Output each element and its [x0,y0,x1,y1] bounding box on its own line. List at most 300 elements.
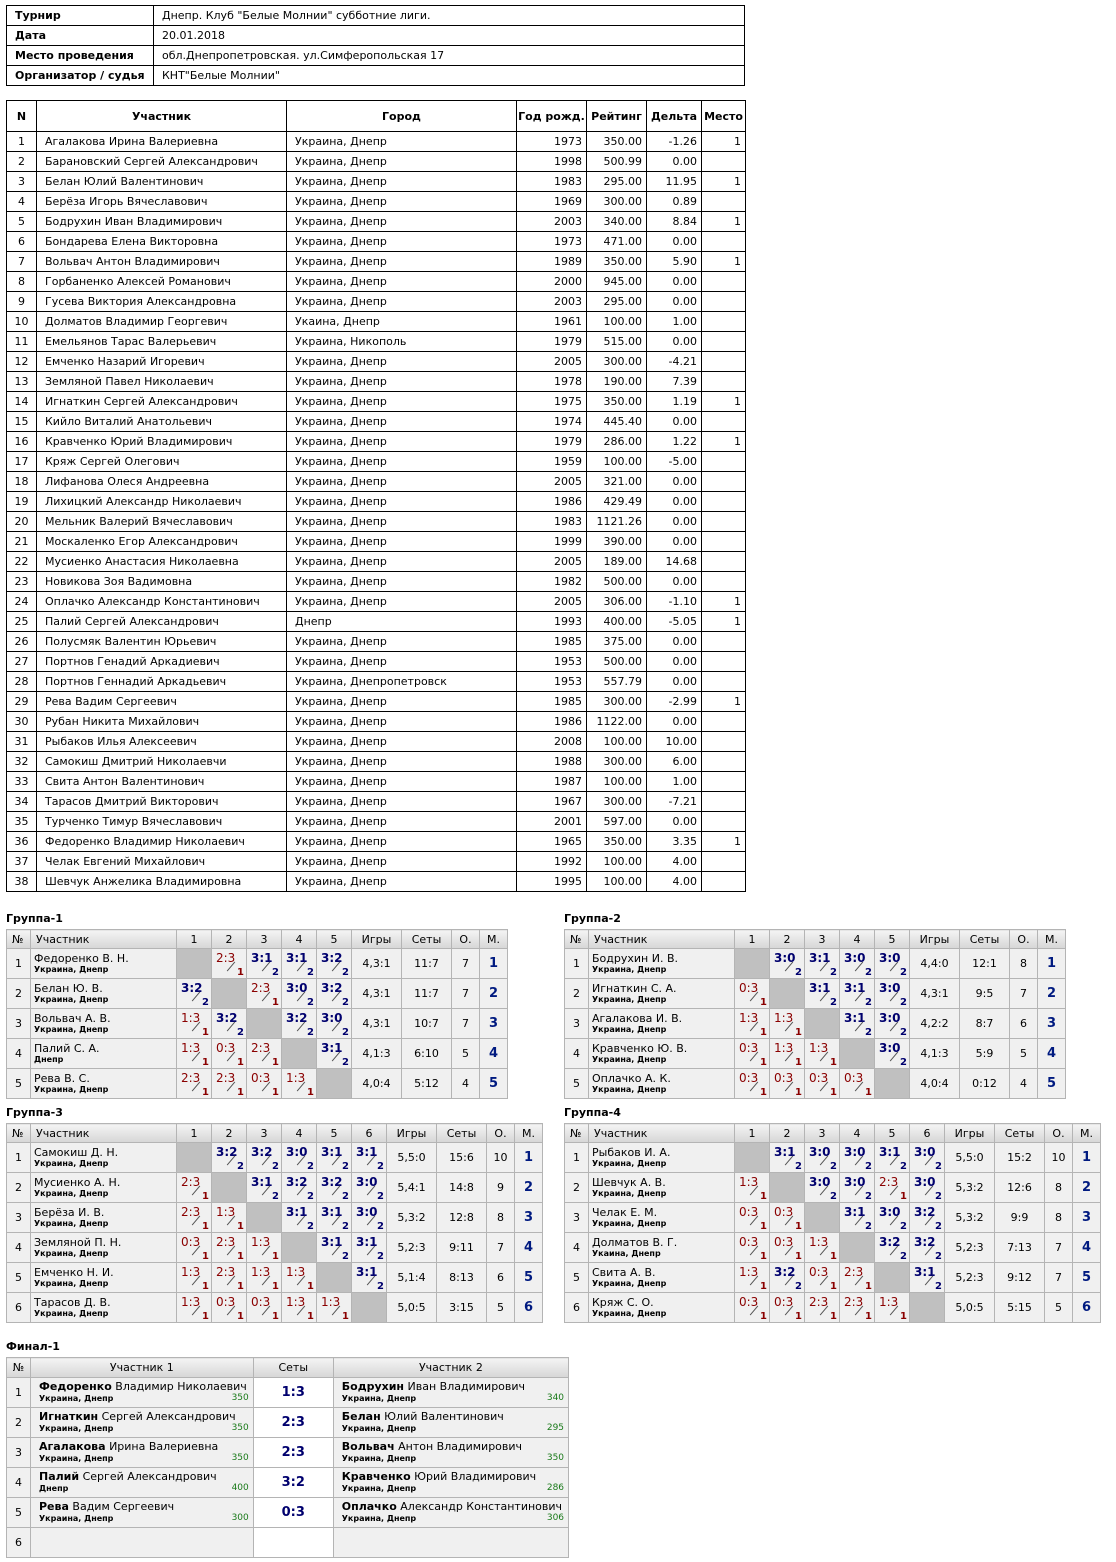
place: 6 [1073,1293,1101,1323]
player-full-name [39,1380,247,1393]
participant-name: Долматов Владимир Георгевич [37,312,287,332]
participant-name: Барановский Сергей Александрович [37,152,287,172]
table-row [7,412,746,432]
birth-year: 2008 [517,732,587,752]
sets: 5:9 [960,1039,1010,1069]
column-header: 1 [177,930,212,949]
participant-number: 17 [7,452,37,472]
participant-name: Оплачко Александр Константинович [37,592,287,612]
rating-delta: 0.00 [647,412,702,432]
match-score: 2:3 [251,981,271,995]
player-cell [31,1039,177,1069]
diagonal-cell [875,1263,910,1293]
match-result [247,1173,282,1203]
participant-name: Рубан Никита Михайлович [37,712,287,732]
match-score: 2:3 [181,1205,201,1219]
match-result [177,1173,212,1203]
group-row [7,949,508,979]
birth-year: 1987 [517,772,587,792]
player-city: Украина, Днепр [39,1513,114,1523]
participant-name: Мусиенко Анастасия Николаевна [37,552,287,572]
match-points: 2 [795,1161,802,1172]
rating-delta: -4.21 [647,352,702,372]
match-score: 0:3 [739,1205,759,1219]
row-number: 2 [7,979,31,1009]
participant-city: Украина, Никополь [287,332,517,352]
table-row [7,772,746,792]
final-score: 2:3 [281,1445,305,1460]
rating: 189.00 [587,552,647,572]
match-points: 1 [760,1057,767,1068]
match-points: 2 [272,1161,279,1172]
column-header: Участник [31,1124,177,1143]
column-header: М. [1073,1124,1101,1143]
match-result [770,949,805,979]
rating: 400.00 [587,612,647,632]
player-name: Палий С. А. [34,1041,100,1055]
player-rating: 350 [231,1423,249,1433]
match-score: 1:3 [251,1265,271,1279]
match-result [840,979,875,1009]
group-2-table [564,929,1066,1099]
match-points: 2 [900,1161,907,1172]
rating: 100.00 [587,772,647,792]
player-cell [589,949,735,979]
match-result [317,1009,352,1039]
sets: 0:12 [960,1069,1010,1099]
final-sets [253,1438,333,1468]
match-points: 2 [307,1027,314,1038]
group-header-row [565,930,1066,949]
place: 6 [515,1293,543,1323]
player-city: Укаина, Днепр [592,1248,661,1258]
birth-year: 1953 [517,652,587,672]
match-points: 1 [760,1027,767,1038]
rating: 286.00 [587,432,647,452]
participant-city: Днепр [287,612,517,632]
row-number: 5 [565,1263,589,1293]
player-city: Украина, Днепр [34,1218,109,1228]
match-score: 3:1 [356,1235,378,1249]
player-name: Игнаткин С. А. [592,981,677,995]
rating-delta: 0.00 [647,472,702,492]
participant-city: Украина, Днепр [287,552,517,572]
column-header: Дельта [647,101,702,132]
column-header: О. [452,930,480,949]
points: 8 [487,1203,515,1233]
table-row [7,312,746,332]
rating-delta: 0.00 [647,232,702,252]
place: 1 [702,392,746,412]
match-score: 3:1 [809,981,831,995]
match-points: 2 [377,1221,384,1232]
match-points: 2 [830,1161,837,1172]
match-points: 1 [760,997,767,1008]
birth-year: 1985 [517,692,587,712]
rating: 597.00 [587,812,647,832]
player-full-name [342,1500,562,1513]
player-city: Украина, Днепр [34,1278,109,1288]
column-header: М. [480,930,508,949]
group-row [7,1203,543,1233]
player-name: Федоренко В. Н. [34,951,129,965]
table-row [7,252,746,272]
rating: 445.40 [587,412,647,432]
participant-city: Украина, Днепр [287,512,517,532]
participant-number: 18 [7,472,37,492]
match-points: 2 [307,967,314,978]
player-first-names: Ирина Валериевна [105,1439,219,1453]
table-row [7,532,746,552]
place [702,272,746,292]
rating-delta: 0.00 [647,672,702,692]
match-points: 1 [760,1311,767,1322]
participant-city: Украина, Днепр [287,772,517,792]
table-row [7,692,746,712]
participant-name: Бондарева Елена Викторовна [37,232,287,252]
match-points: 1 [760,1221,767,1232]
match-result [282,1009,317,1039]
match-result [840,1203,875,1233]
match-points: 2 [342,997,349,1008]
participant-city: Украина, Днепр [287,272,517,292]
table-row [7,812,746,832]
points: 4 [452,1069,480,1099]
match-score: 0:3 [774,1205,794,1219]
participant-city: Украина, Днепр [287,872,517,892]
place: 5 [1038,1069,1066,1099]
place: 1 [702,432,746,452]
player-rating: 350 [546,1453,565,1463]
match-points: 1 [202,1087,209,1098]
match-points: 2 [202,997,209,1008]
final-sets [253,1378,333,1408]
match-result [177,979,212,1009]
participant-city: Украина, Днепр [287,192,517,212]
match-result [317,1143,352,1173]
match-score: 1:3 [286,1265,306,1279]
match-points: 2 [865,967,872,978]
column-header: Год рожд. [517,101,587,132]
match-result [770,1293,805,1323]
place [702,312,746,332]
column-header: О. [487,1124,515,1143]
player-first-names: Александр Константинович [396,1499,563,1513]
player-name: Рыбаков И. А. [592,1145,671,1159]
match-result [875,949,910,979]
birth-year: 1967 [517,792,587,812]
rating: 100.00 [587,452,647,472]
diagonal-cell [910,1293,945,1323]
match-points: 1 [760,1087,767,1098]
final-player [31,1408,254,1438]
row-number: 1 [565,1143,589,1173]
column-header: 4 [840,930,875,949]
sets: 14:8 [437,1173,487,1203]
match-points: 1 [237,1221,244,1232]
participant-name: Федоренко Владимир Николаевич [37,832,287,852]
match-points: 2 [900,1221,907,1232]
column-header: 5 [317,1124,352,1143]
match-score: 3:2 [914,1235,936,1249]
match-points: 1 [202,1027,209,1038]
match-score: 3:2 [879,1235,901,1249]
match-points: 2 [935,1191,942,1202]
rating-delta: 1.00 [647,772,702,792]
diagonal-cell [317,1069,352,1099]
final-player [31,1378,254,1408]
match-points: 2 [342,1027,349,1038]
match-score: 0:3 [216,1295,236,1309]
match-result [282,949,317,979]
player-last-name: Кравченко [341,1469,411,1483]
points: 7 [1010,979,1038,1009]
match-result [805,1039,840,1069]
column-header: 1 [177,1124,212,1143]
match-result [177,1203,212,1233]
row-number: 1 [7,949,31,979]
match-result [212,1263,247,1293]
player-name: Оплачко А. К. [592,1071,671,1085]
sets: 3:15 [437,1293,487,1323]
match-result [735,1069,770,1099]
group-2-title: Группа-2 [564,912,621,925]
place [702,492,746,512]
player-city: Днепр [34,1054,64,1064]
column-header: 4 [282,930,317,949]
games: 4,0:4 [352,1069,402,1099]
participant-number: 1 [7,132,37,152]
match-score: 3:2 [774,1265,796,1279]
match-result [735,979,770,1009]
diagonal-cell [805,1009,840,1039]
column-header: Сеты [253,1358,333,1378]
player-cell [31,1263,177,1293]
group-row [565,1263,1101,1293]
birth-year: 2005 [517,352,587,372]
player-last-name: Белан [341,1409,381,1423]
match-score: 1:3 [774,1011,794,1025]
match-score: 2:3 [879,1175,899,1189]
info-label: Турнир [7,6,154,26]
match-points: 2 [377,1281,384,1292]
match-result [212,1039,247,1069]
info-label: Место проведения [7,46,154,66]
player-name: Берёза И. В. [34,1205,105,1219]
rating: 321.00 [587,472,647,492]
rating-delta: 4.00 [647,872,702,892]
group-row [565,1039,1066,1069]
place [702,532,746,552]
player-last-name: Бодрухин [341,1379,405,1393]
group-row [7,1293,543,1323]
participant-number: 29 [7,692,37,712]
match-result [875,1203,910,1233]
place [702,752,746,772]
rating: 190.00 [587,372,647,392]
participant-name: Белан Юлий Валентинович [37,172,287,192]
participant-city: Украина, Днепр [287,492,517,512]
column-header: 3 [247,1124,282,1143]
birth-year: 1988 [517,752,587,772]
match-points: 2 [377,1191,384,1202]
match-result [247,1039,282,1069]
column-header: Рейтинг [587,101,647,132]
birth-year: 2005 [517,552,587,572]
participant-city: Украина, Днепр [287,652,517,672]
participant-city: Украина, Днепр [287,572,517,592]
group-header-row [7,930,508,949]
participant-number: 31 [7,732,37,752]
final-score: 1:3 [281,1385,305,1400]
column-header: 3 [805,1124,840,1143]
points: 8 [1045,1203,1073,1233]
place: 4 [1038,1039,1066,1069]
column-header: Место [702,101,746,132]
place [702,412,746,432]
match-result [840,949,875,979]
match-points: 1 [237,1251,244,1262]
participant-number: 25 [7,612,37,632]
final-sets [253,1408,333,1438]
rating-delta: 0.89 [647,192,702,212]
table-row [7,572,746,592]
place [702,192,746,212]
match-result [910,1203,945,1233]
birth-year: 2005 [517,472,587,492]
player-cell [31,1293,177,1323]
match-points: 1 [830,1251,837,1262]
match-score: 3:1 [356,1265,378,1279]
place [702,292,746,312]
rating: 300.00 [587,692,647,712]
match-result [247,979,282,1009]
match-points: 1 [342,1311,349,1322]
sets: 8:13 [437,1263,487,1293]
match-points: 1 [237,1057,244,1068]
final-player [333,1438,568,1468]
match-score: 2:3 [216,951,236,965]
place [702,352,746,372]
match-points: 1 [272,1087,279,1098]
match-score: 1:3 [286,1295,306,1309]
rating-delta: 0.00 [647,712,702,732]
match-score: 2:3 [844,1295,864,1309]
match-result [212,1143,247,1173]
rating: 350.00 [587,832,647,852]
games: 4,4:0 [910,949,960,979]
rating-delta: 8.84 [647,212,702,232]
participant-name: Емельянов Тарас Валерьевич [37,332,287,352]
points: 10 [487,1143,515,1173]
column-header: 4 [282,1124,317,1143]
participant-name: Шевчук Анжелика Владимировна [37,872,287,892]
column-header: Город [287,101,517,132]
player-first-names: Иван Владимирович [404,1379,526,1393]
participant-name: Горбаненко Алексей Романович [37,272,287,292]
diagonal-cell [177,949,212,979]
match-result [805,1233,840,1263]
match-result [875,1233,910,1263]
player-first-names: Сергей Александрович [98,1409,236,1423]
match-result [910,1233,945,1263]
rating: 390.00 [587,532,647,552]
participant-number: 12 [7,352,37,372]
rating-delta: 0.00 [647,632,702,652]
rating-delta: 0.00 [647,492,702,512]
sets: 9:5 [960,979,1010,1009]
place: 1 [702,212,746,232]
match-points: 1 [272,1311,279,1322]
match-points: 1 [795,1311,802,1322]
birth-year: 1983 [517,172,587,192]
match-score: 3:1 [321,1145,343,1159]
info-value: обл.Днепропетровская. ул.Симферопольская 17 [154,46,745,66]
match-points: 1 [307,1087,314,1098]
match-score: 1:3 [879,1295,899,1309]
place: 1 [702,832,746,852]
match-points: 1 [202,1251,209,1262]
player-full-name [342,1380,525,1393]
place [702,632,746,652]
tournament-info-table [6,5,745,86]
place: 4 [1073,1233,1101,1263]
match-score: 2:3 [216,1265,236,1279]
column-header: № [565,930,589,949]
match-result [805,1173,840,1203]
place: 1 [702,592,746,612]
participant-name: Свита Антон Валентинович [37,772,287,792]
match-points: 2 [237,1027,244,1038]
match-result [840,1009,875,1039]
player-city: Украина, Днепр [34,1158,109,1168]
match-score: 1:3 [181,1011,201,1025]
match-score: 3:0 [844,1145,866,1159]
player-city: Украина, Днепр [34,1248,109,1258]
player-full-name [342,1440,522,1453]
diagonal-cell [282,1039,317,1069]
row-number: 5 [7,1069,31,1099]
match-score: 3:1 [844,1205,866,1219]
participant-number: 4 [7,192,37,212]
match-result [805,1143,840,1173]
final-player [31,1498,254,1528]
player-rating: 400 [231,1483,249,1493]
match-score: 1:3 [739,1175,759,1189]
games: 5,2:3 [387,1233,437,1263]
participant-number: 14 [7,392,37,412]
match-result [247,1143,282,1173]
player-name: Бодрухин И. В. [592,951,678,965]
info-value: КНТ"Белые Молнии" [154,66,745,86]
participant-number: 27 [7,652,37,672]
table-row [7,672,746,692]
rating: 100.00 [587,872,647,892]
diagonal-cell [317,1263,352,1293]
points: 7 [1045,1263,1073,1293]
place: 3 [515,1203,543,1233]
match-points: 1 [900,1311,907,1322]
player-name: Тарасов Д. В. [34,1295,111,1309]
match-score: 0:3 [739,981,759,995]
birth-year: 1978 [517,372,587,392]
match-points: 1 [272,1281,279,1292]
match-result [805,1263,840,1293]
table-row [7,352,746,372]
match-result [910,1143,945,1173]
final-sets [253,1498,333,1528]
match-points: 2 [900,997,907,1008]
